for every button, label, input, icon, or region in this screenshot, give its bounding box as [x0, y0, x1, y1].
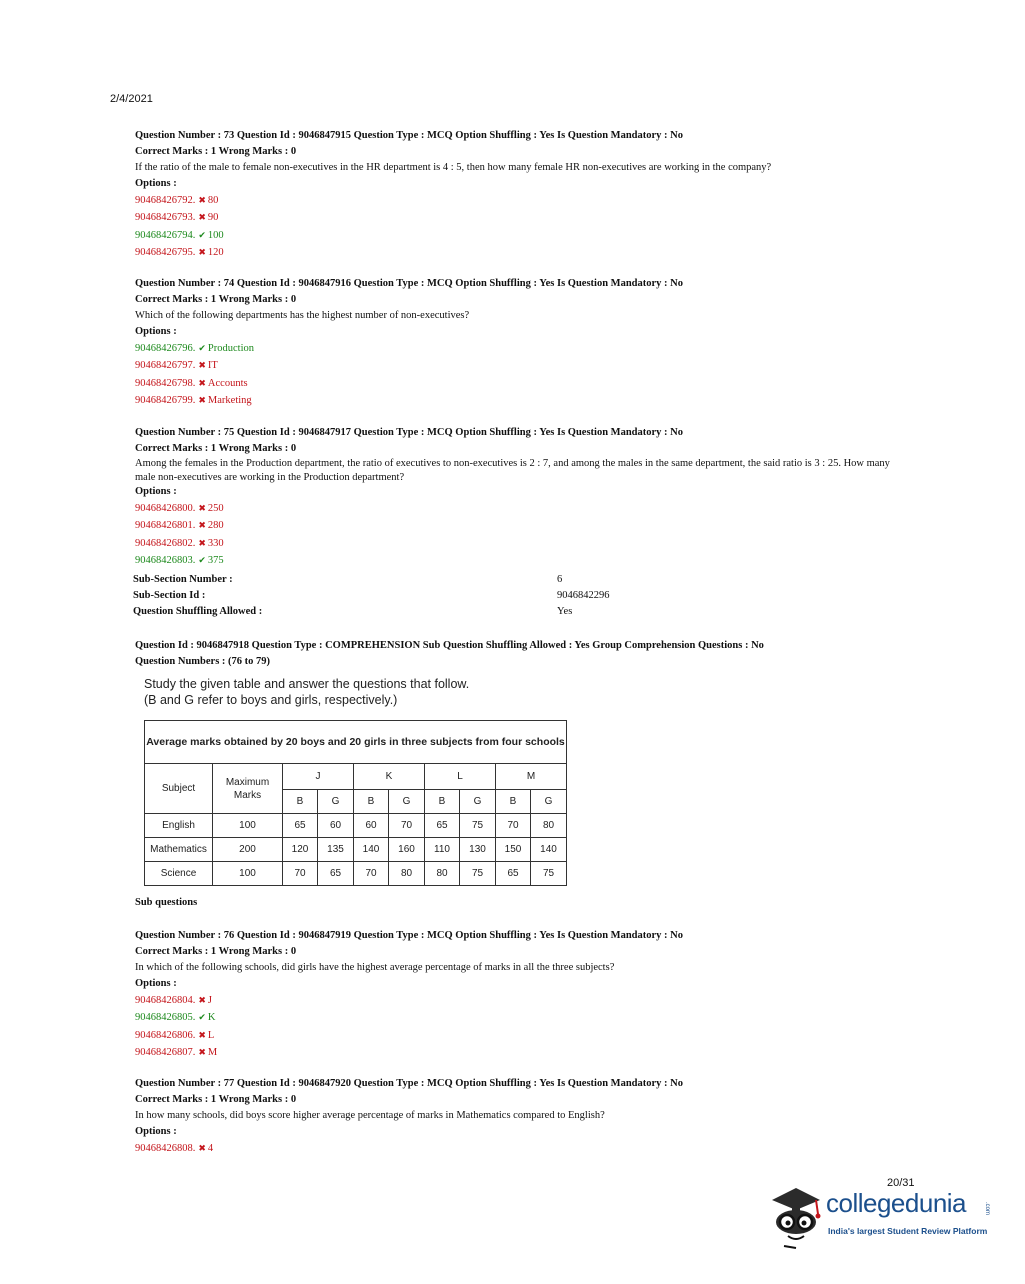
school-header: J: [283, 764, 354, 790]
option-id: 90468426794.: [135, 229, 196, 241]
option-item: [135, 1027, 905, 1044]
option-item: [135, 517, 905, 534]
question-text: In how many schools, did boys score higher average percentage of marks in Mathematics compared to English?: [135, 1110, 605, 1121]
marks-cell: 65: [318, 862, 354, 886]
marks-cell: 75: [531, 862, 567, 886]
logo-tagline: India's largest Student Review Platform: [828, 1226, 988, 1236]
cross-icon: ✖: [198, 1029, 206, 1040]
table-row: [145, 838, 567, 862]
marks-cell: 120: [283, 838, 318, 862]
option-text: Accounts: [207, 377, 248, 389]
subject-cell: English: [145, 814, 213, 838]
option-id: 90468426797.: [135, 360, 196, 372]
subject-header: Subject: [145, 764, 213, 814]
cross-icon: ✖: [198, 212, 206, 223]
marks-cell: 130: [460, 838, 496, 862]
school-header: L: [425, 764, 496, 790]
question-block: [135, 128, 905, 261]
table-row: [145, 862, 567, 886]
question-header: Question Number : 75 Question Id : 9046847917 Question Type : MCQ Option Shuffling : Yes Is Question Mandatory : No: [135, 427, 683, 438]
subsection-number-label: Sub-Section Number :: [133, 574, 233, 585]
options-label: Options :: [135, 326, 177, 337]
cross-icon: ✖: [198, 377, 206, 388]
question-block: [135, 425, 905, 569]
marks-cell: 65: [283, 814, 318, 838]
option-id: 90468426799.: [135, 394, 196, 406]
question-marks: Correct Marks : 1 Wrong Marks : 0: [135, 946, 297, 957]
cross-icon: ✖: [198, 537, 206, 548]
option-id: 90468426793.: [135, 212, 196, 224]
question-text: In which of the following schools, did girls have the highest average percentage of marks in all the three subjects?: [135, 962, 615, 973]
option-text: L: [207, 1029, 215, 1041]
school-header: K: [354, 764, 425, 790]
option-text: 250: [207, 503, 224, 514]
options-list: [135, 992, 905, 1061]
subject-cell: Mathematics: [145, 838, 213, 862]
marks-cell: 140: [354, 838, 389, 862]
subsection-number-value: 6: [557, 574, 563, 585]
cross-icon: ✖: [198, 1046, 206, 1057]
options-list: [135, 340, 905, 409]
cross-icon: ✖: [198, 503, 206, 513]
question-header: Question Number : 77 Question Id : 9046847920 Question Type : MCQ Option Shuffling : Yes Is Question Mandatory : No: [135, 1078, 683, 1089]
marks-cell: 65: [496, 862, 531, 886]
option-item: [135, 535, 905, 552]
question-marks: Correct Marks : 1 Wrong Marks : 0: [135, 294, 297, 305]
marks-cell: 110: [425, 838, 460, 862]
marks-cell: 135: [318, 838, 354, 862]
logo-dotcom: .com: [984, 1202, 990, 1216]
gender-header: B: [354, 790, 389, 814]
option-text: 4: [207, 1143, 214, 1154]
option-text: 375: [207, 554, 224, 566]
option-id: 90468426805.: [135, 1012, 196, 1024]
max-marks-cell: 100: [213, 862, 283, 886]
marks-cell: 140: [531, 838, 567, 862]
check-icon: ✔: [198, 229, 206, 240]
cross-icon: ✖: [198, 195, 206, 205]
options-list: [135, 192, 905, 261]
cross-icon: ✖: [198, 394, 206, 405]
option-item: [135, 244, 905, 261]
check-icon: ✔: [198, 554, 206, 565]
marks-cell: 75: [460, 814, 496, 838]
cross-icon: ✖: [198, 995, 206, 1005]
marks-cell: 70: [496, 814, 531, 838]
option-item: [135, 392, 905, 409]
gender-header: G: [318, 790, 354, 814]
marks-cell: 60: [318, 814, 354, 838]
subsection-id-value: 9046842296: [557, 590, 610, 601]
sub-questions-label: Sub questions: [135, 897, 198, 908]
option-text: 100: [207, 229, 224, 241]
option-id: 90468426804.: [135, 995, 196, 1006]
marks-cell: 65: [425, 814, 460, 838]
option-text: Marketing: [207, 394, 252, 406]
gender-header: G: [531, 790, 567, 814]
check-icon: ✔: [198, 1012, 206, 1023]
print-date: 2/4/2021: [110, 93, 153, 105]
mascot-icon: [766, 1180, 824, 1250]
gender-header: G: [460, 790, 496, 814]
gender-header: B: [283, 790, 318, 814]
marks-cell: 70: [283, 862, 318, 886]
marks-cell: 70: [354, 862, 389, 886]
gender-header: B: [425, 790, 460, 814]
comprehension-header: Question Id : 9046847918 Question Type : COMPREHENSION Sub Question Shuffling Allowed : Yes Group Comprehension Questions : No: [135, 640, 764, 651]
option-item: [135, 357, 905, 374]
option-text: K: [207, 1012, 216, 1024]
option-item: [135, 1009, 905, 1026]
comprehension-block: [135, 638, 905, 670]
cross-icon: ✖: [198, 246, 206, 257]
option-id: 90468426806.: [135, 1029, 196, 1041]
option-id: 90468426796.: [135, 343, 196, 354]
option-id: 90468426808.: [135, 1143, 196, 1154]
marks-table: [144, 720, 567, 886]
question-marks: Correct Marks : 1 Wrong Marks : 0: [135, 443, 297, 454]
options-label: Options :: [135, 978, 177, 989]
subsection-id-label: Sub-Section Id :: [133, 590, 206, 601]
cross-icon: ✖: [198, 1143, 206, 1153]
option-text: J: [207, 995, 213, 1006]
option-item: [135, 227, 905, 244]
table-caption: Average marks obtained by 20 boys and 20 girls in three subjects from four schools: [145, 721, 567, 764]
option-text: 90: [207, 212, 219, 224]
option-item: [135, 192, 905, 209]
option-item: [135, 1140, 905, 1157]
option-text: 280: [207, 520, 224, 532]
gender-header: G: [389, 790, 425, 814]
cross-icon: ✖: [198, 520, 206, 531]
options-list: [135, 1140, 905, 1157]
cross-icon: ✖: [198, 360, 206, 371]
marks-cell: 80: [531, 814, 567, 838]
option-id: 90468426795.: [135, 246, 196, 258]
comprehension-numbers: Question Numbers : (76 to 79): [135, 656, 271, 667]
option-text: 80: [207, 195, 219, 206]
max-marks-cell: 200: [213, 838, 283, 862]
question-marks: Correct Marks : 1 Wrong Marks : 0: [135, 146, 297, 157]
question-text: Which of the following departments has the highest number of non-executives?: [135, 310, 470, 321]
option-id: 90468426801.: [135, 520, 196, 532]
option-id: 90468426798.: [135, 377, 196, 389]
intro-line-2: (B and G refer to boys and girls, respectively.): [144, 693, 398, 707]
question-text: Among the females in the Production department, the ratio of executives to non-executives is 2 : 7, and among the males in the same department, the said ratio is 3 : 25. How many male non-executives are working in the Production department?: [135, 458, 890, 483]
question-marks: Correct Marks : 1 Wrong Marks : 0: [135, 1094, 297, 1105]
marks-cell: 60: [354, 814, 389, 838]
options-label: Options :: [135, 486, 177, 497]
marks-cell: 70: [389, 814, 425, 838]
question-text: If the ratio of the male to female non-executives in the HR department is 4 : 5, then how many female HR non-executives are working in the company?: [135, 162, 772, 173]
marks-cell: 150: [496, 838, 531, 862]
option-item: [135, 992, 905, 1009]
school-header: M: [496, 764, 567, 790]
check-icon: ✔: [198, 343, 206, 353]
intro-line-1: Study the given table and answer the questions that follow.: [144, 677, 470, 691]
options-label: Options :: [135, 1126, 177, 1137]
max-marks-cell: 100: [213, 814, 283, 838]
subject-cell: Science: [145, 862, 213, 886]
option-text: IT: [207, 360, 218, 372]
question-header: Question Number : 73 Question Id : 9046847915 Question Type : MCQ Option Shuffling : Yes Is Question Mandatory : No: [135, 130, 683, 141]
table-row: [145, 814, 567, 838]
option-item: [135, 375, 905, 392]
option-item: [135, 552, 905, 569]
question-block: [135, 928, 905, 1061]
question-block: [135, 276, 905, 409]
option-id: 90468426807.: [135, 1046, 196, 1058]
option-id: 90468426803.: [135, 554, 196, 566]
marks-cell: 75: [460, 862, 496, 886]
marks-cell: 160: [389, 838, 425, 862]
option-item: [135, 1044, 905, 1061]
question-header: Question Number : 74 Question Id : 9046847916 Question Type : MCQ Option Shuffling : Yes Is Question Mandatory : No: [135, 278, 683, 289]
question-block: [135, 1076, 905, 1157]
max-marks-header: Maximum Marks: [213, 764, 283, 814]
option-text: 330: [207, 537, 224, 549]
page-number: 20/31: [887, 1177, 915, 1189]
logo-wordmark: collegedunia: [826, 1188, 967, 1218]
gender-header: B: [496, 790, 531, 814]
option-id: 90468426792.: [135, 195, 196, 206]
option-text: Production: [207, 343, 255, 354]
option-item: [135, 209, 905, 226]
option-item: [135, 500, 905, 517]
question-shuffling-label: Question Shuffling Allowed :: [133, 606, 263, 617]
comprehension-intro: [144, 676, 469, 708]
marks-cell: 80: [425, 862, 460, 886]
marks-cell: 80: [389, 862, 425, 886]
option-text: M: [207, 1046, 218, 1058]
option-id: 90468426802.: [135, 537, 196, 549]
options-label: Options :: [135, 178, 177, 189]
table-body: [145, 814, 567, 886]
option-item: [135, 340, 905, 357]
collegedunia-logo: [766, 1180, 1006, 1250]
option-text: 120: [207, 246, 224, 258]
options-list: [135, 500, 905, 569]
option-id: 90468426800.: [135, 503, 196, 514]
question-shuffling-value: Yes: [557, 606, 573, 617]
question-header: Question Number : 76 Question Id : 9046847919 Question Type : MCQ Option Shuffling : Yes Is Question Mandatory : No: [135, 930, 683, 941]
